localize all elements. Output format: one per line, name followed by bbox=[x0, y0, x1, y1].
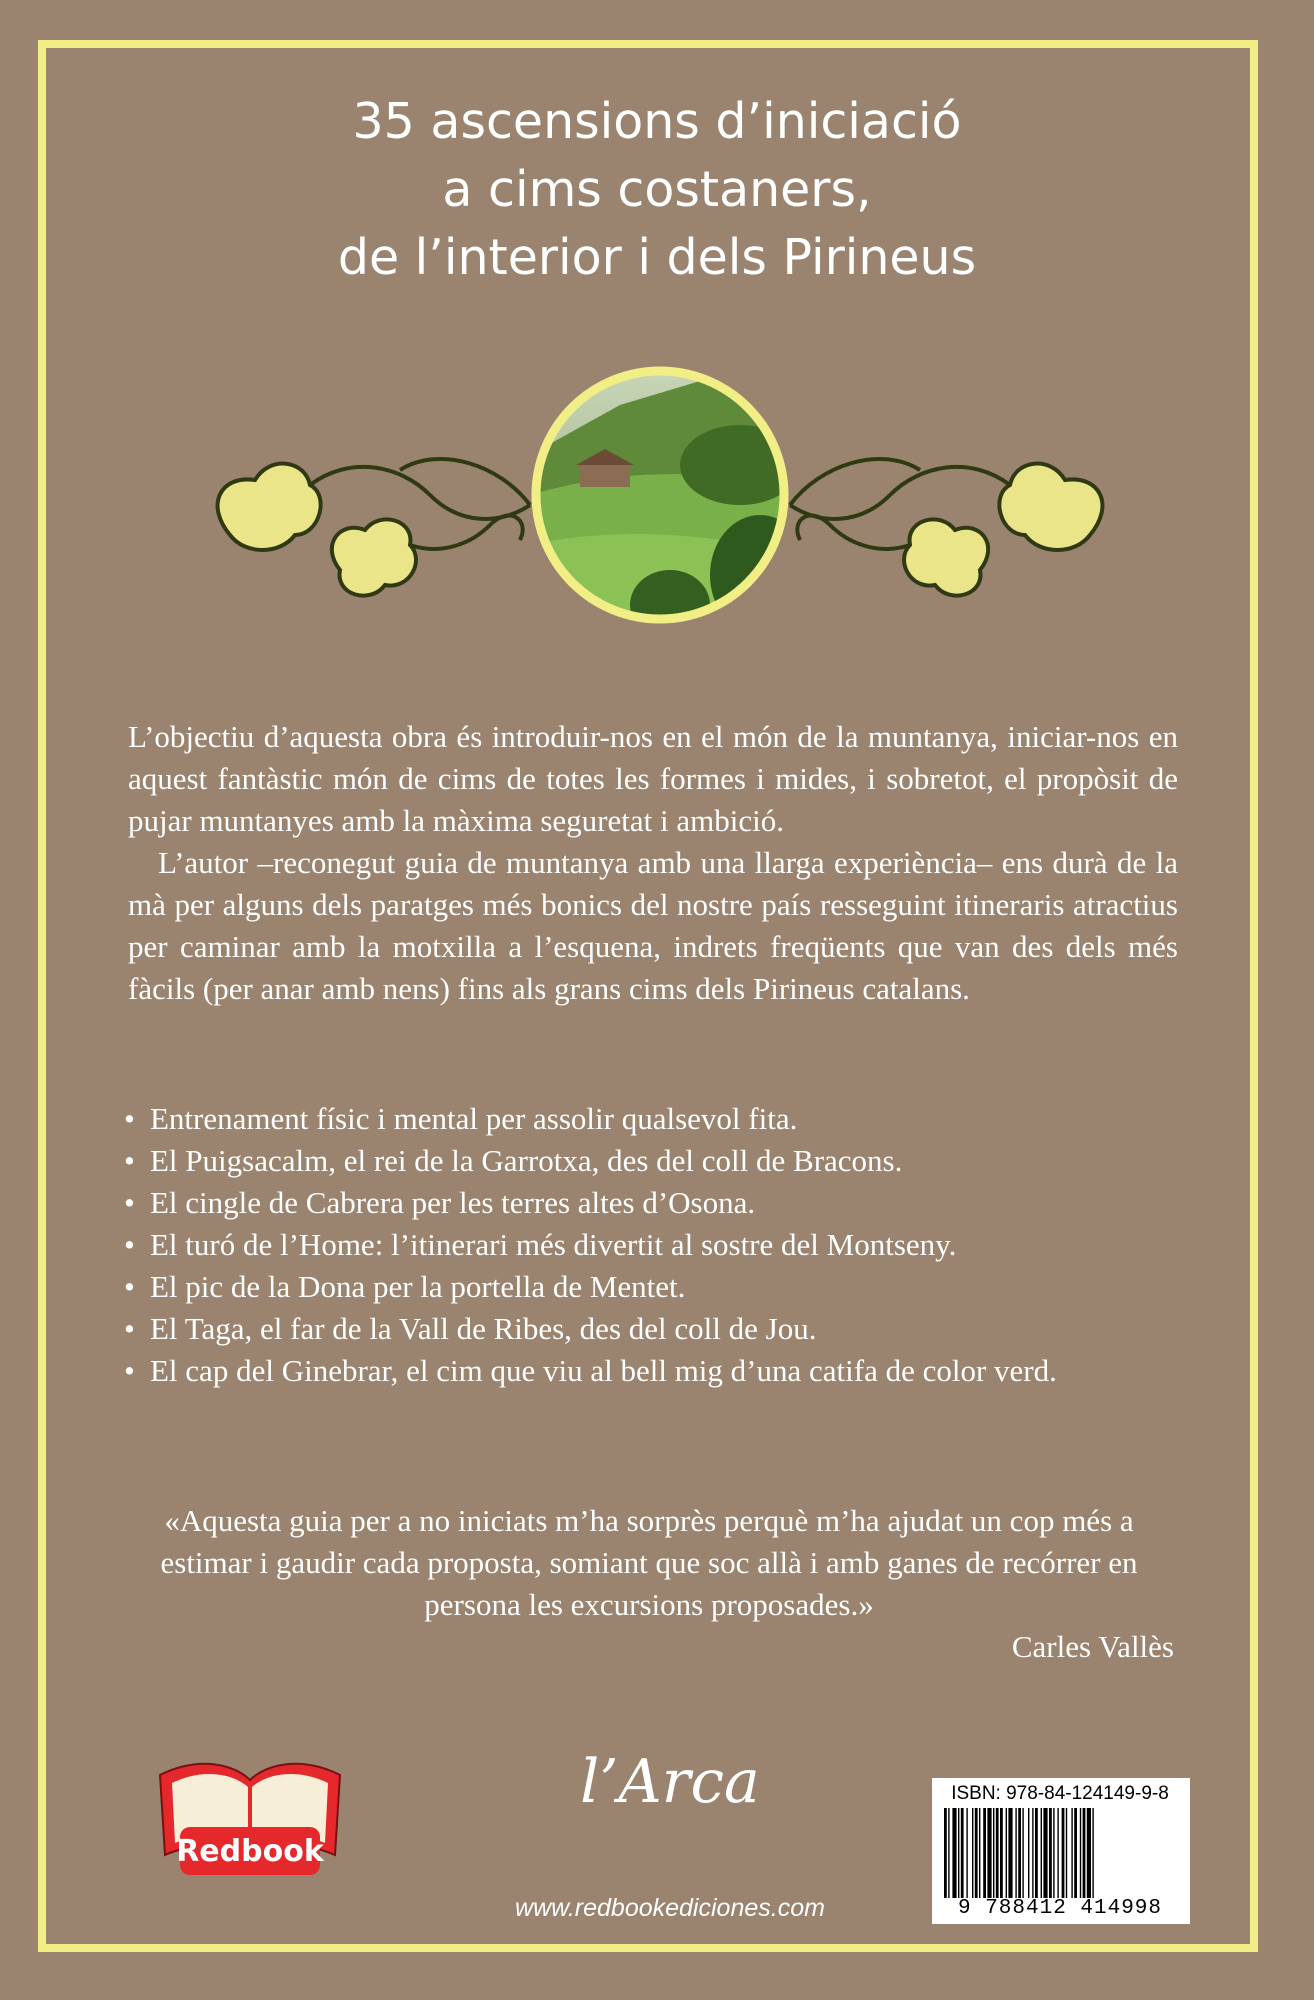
left-leaf-ornament bbox=[218, 459, 530, 596]
right-leaf-ornament bbox=[790, 459, 1102, 596]
barcode-bars bbox=[940, 1808, 1180, 1898]
isbn-label: ISBN: 978-84-124149-9-8 bbox=[951, 1783, 1169, 1804]
testimonial-author: Carles Vallès bbox=[1011, 1629, 1174, 1664]
testimonial-text: «Aquesta guia per a no iniciats m’ha sorprès perquè m’ha ajudat un cop més a estimar i gaudir cada proposta, somiant que soc allà i amb ganes de recórrer en persona les excursions proposades.» bbox=[160, 1503, 1138, 1622]
barcode bbox=[932, 1778, 1190, 1924]
list-item: • Entrenament físic i mental per assolir qualsevol fita. bbox=[124, 1098, 1194, 1140]
list-item: • El Taga, el far de la Vall de Ribes, des del coll de Jou. bbox=[124, 1308, 1194, 1350]
description bbox=[128, 716, 1178, 1010]
list-item: • El Puigsacalm, el rei de la Garrotxa, des del coll de Bracons. bbox=[124, 1140, 1194, 1182]
title-line-2: a cims costaners, bbox=[442, 161, 872, 218]
title-line-3: de l’interior i dels Pirineus bbox=[337, 229, 977, 286]
list-item: • El cingle de Cabrera per les terres altes d’Osona. bbox=[124, 1182, 1194, 1224]
itinerary-list bbox=[124, 1098, 1194, 1392]
testimonial bbox=[124, 1500, 1174, 1668]
description-paragraph-1: L’objectiu d’aquesta obra és introduir-nos en el món de la muntanya, iniciar-nos en aquest fantàstic món de cims de totes les formes i mides, i sobretot, el propòsit de pujar muntanyes amb la màxima seguretat i ambició. bbox=[128, 719, 1178, 838]
cover-title bbox=[0, 88, 1314, 292]
description-paragraph-2: L’autor –reconegut guia de muntanya amb una llarga experiència– ens durà de la mà per alguns dels paratges més bonics del nostre país resseguint itineraris atractius per caminar amb la motxilla a l’esquena, indrets freqüents que van des dels més fàcils (per anar amb nens) fins als grans cims dels Pirineus catalans. bbox=[128, 845, 1178, 1006]
barcode-digits: 9 788412 414998 bbox=[957, 1897, 1163, 1920]
list-item: • El pic de la Dona per la portella de Mentet. bbox=[124, 1266, 1194, 1308]
larca-logo: l’Arca bbox=[580, 1747, 760, 1817]
publisher-website: www.redbookediciones.com bbox=[515, 1894, 825, 1922]
title-line-1: 35 ascensions d’iniciació bbox=[352, 93, 962, 150]
decorative-ornament bbox=[200, 345, 1120, 645]
redbook-logo bbox=[150, 1735, 350, 1895]
list-item: • El turó de l’Home: l’itinerari més divertit al sostre del Montseny. bbox=[124, 1224, 1194, 1266]
list-item: • El cap del Ginebrar, el cim que viu al bell mig d’una catifa de color verd. bbox=[124, 1350, 1194, 1392]
redbook-logo-text: Redbook bbox=[176, 1834, 324, 1869]
